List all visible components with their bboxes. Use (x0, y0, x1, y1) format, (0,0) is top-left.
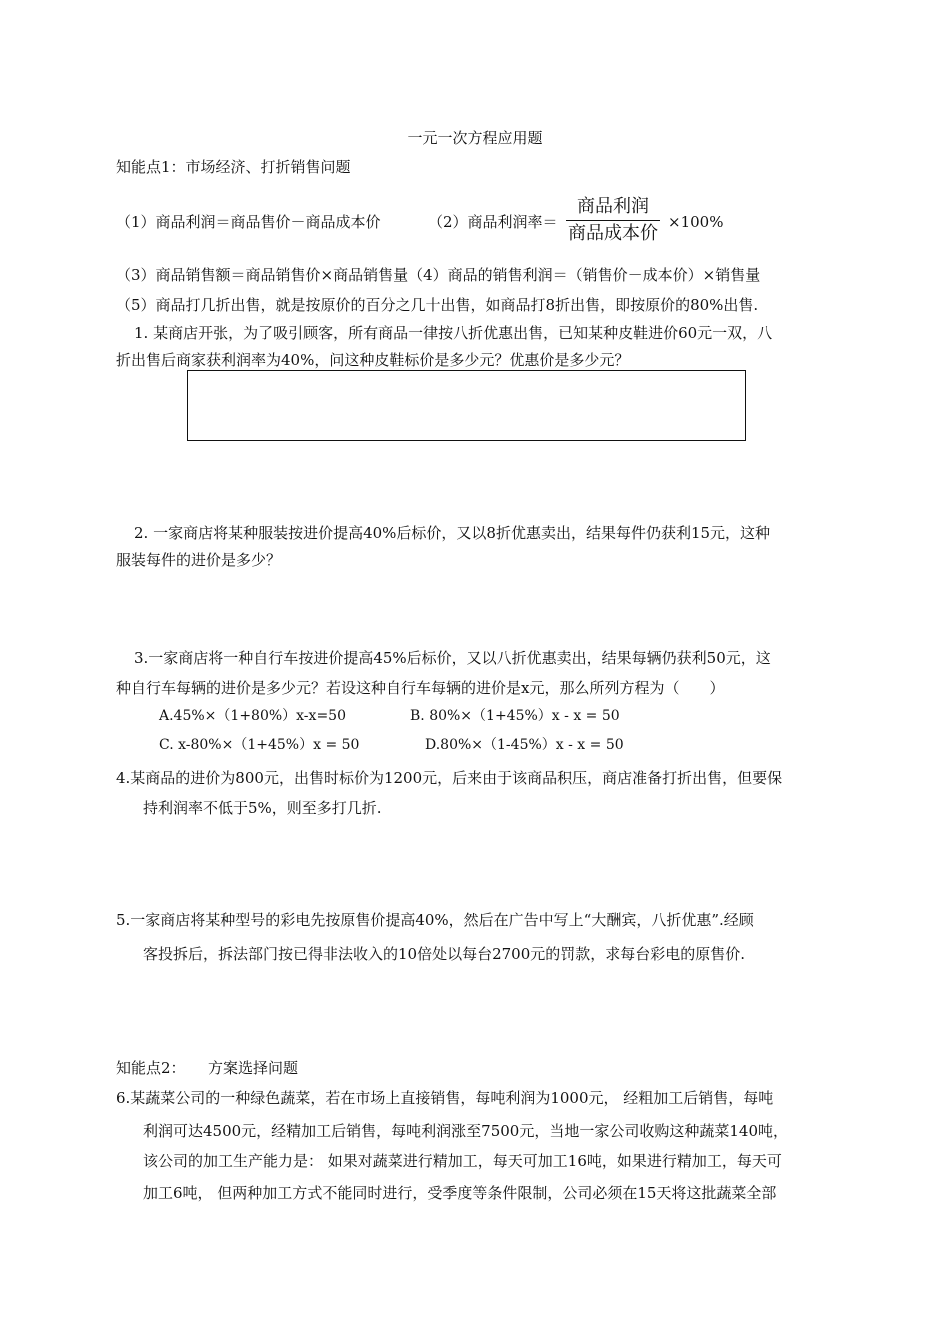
problem-1-line-2: 折出售后商家获利润率为40%，问这种皮鞋标价是多少元？优惠价是多少元？ (116, 351, 630, 369)
fraction-bar (566, 220, 660, 221)
problem-5-line-1: 5.一家商店将某种型号的彩电先按原售价提高40%，然后在广告中写上“大酬宾，八折优惠”.经顾 (116, 911, 754, 929)
problem-2-line-1: 2. 一家商店将某种服装按进价提高40%后标价，又以8折优惠卖出，结果每件仍获利15元，这种 (134, 524, 771, 542)
option-c: C. x-80%×（1+45%）x = 50 (159, 737, 360, 753)
problem-3-line-2: 种自行车每辆的进价是多少元？若设这种自行车每辆的进价是x元，那么所列方程为（ ） (116, 679, 725, 697)
section1-heading: 知能点1：市场经济、打折销售问题 (116, 158, 351, 176)
problem-4-line-1: 4.某商品的进价为800元，出售时标价为1200元，后来由于该商品积压，商店准备打折出售，但要保 (116, 769, 783, 787)
problem-6-line-4: 加工6吨， 但两种加工方式不能同时进行，受季度等条件限制，公司必须在15天将这批蔬菜全部 (143, 1184, 777, 1202)
formula-1: （1）商品利润＝商品售价－商品成本价 (116, 213, 381, 231)
problem-4-line-2: 持利润率不低于5%，则至多打几折. (143, 799, 382, 817)
option-b: B. 80%×（1+45%）x - x = 50 (410, 708, 620, 724)
page-title: 一元一次方程应用题 (407, 129, 543, 147)
problem-3-line-1: 3.一家商店将一种自行车按进价提高45%后标价，又以八折优惠卖出，结果每辆仍获利50元，这 (134, 649, 771, 667)
formula-5: （5）商品打几折出售，就是按原价的百分之几十出售，如商品打8折出售，即按原价的80%出售. (116, 296, 759, 314)
problem-6-line-1: 6.某蔬菜公司的一种绿色蔬菜，若在市场上直接销售，每吨利润为1000元， 经粗加工后销售，每吨 (116, 1089, 774, 1107)
fraction-numerator: 商品利润 (577, 196, 649, 217)
fraction-denominator: 商品成本价 (568, 223, 658, 244)
problem-6-line-3: 该公司的加工生产能力是： 如果对蔬菜进行精加工，每天可加工16吨，如果进行精加工，每天可 (143, 1152, 782, 1170)
option-d: D.80%×（1-45%）x - x = 50 (425, 737, 624, 753)
problem-6-line-2: 利润可达4500元，经精加工后销售，每吨利润涨至7500元，当地一家公司收购这种蔬菜140吨， (143, 1122, 788, 1140)
section2-heading: 知能点2： 方案选择问题 (116, 1059, 299, 1077)
problem-2-line-2: 服装每件的进价是多少？ (116, 551, 282, 569)
option-a: A.45%×（1+80%）x-x=50 (159, 708, 346, 724)
answer-box[interactable] (187, 370, 746, 441)
problem-5-line-2: 客投拆后，拆法部门按已得非法收入的10倍处以每台2700元的罚款，求每台彩电的原售价. (143, 945, 746, 963)
formula-3-4: （3）商品销售额＝商品销售价×商品销售量（4）商品的销售利润＝（销售价－成本价）×销售量 (116, 266, 761, 284)
formula-2-suffix: ×100% (668, 213, 724, 231)
formula-2-prefix: （2）商品利润率＝ (428, 213, 558, 231)
profit-rate-fraction (566, 195, 660, 246)
problem-1-line-1: 1. 某商店开张，为了吸引顾客，所有商品一律按八折优惠出售，已知某种皮鞋进价60元一双，八 (134, 324, 773, 342)
